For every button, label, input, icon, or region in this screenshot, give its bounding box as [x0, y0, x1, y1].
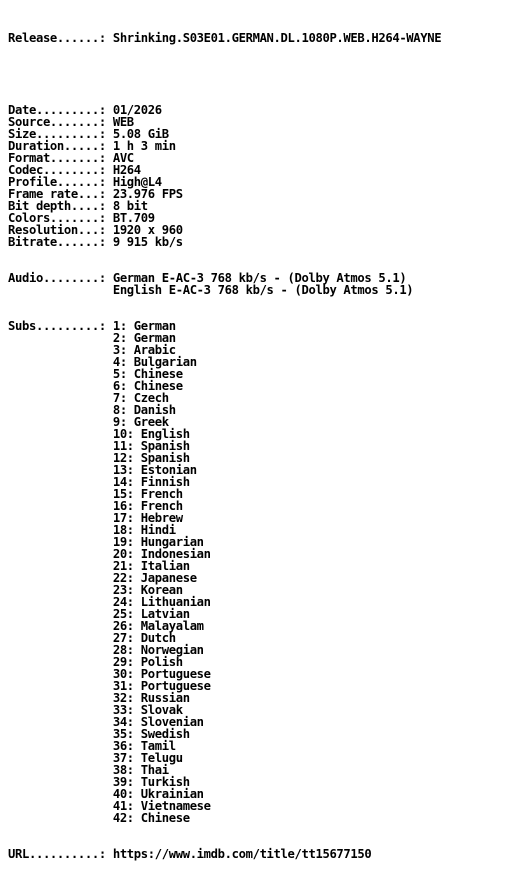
audio-track-row [8, 284, 441, 296]
nfo-text-block [8, 8, 441, 872]
blank-line [8, 68, 441, 80]
subtitle-row-value: 21: Italian [112, 559, 190, 573]
bitrate-row-label: Bitrate......: [8, 235, 113, 249]
size-row-value: 5.08 GiB [112, 127, 169, 141]
subtitle-row-value: 33: Slovak [112, 703, 183, 717]
colors-row-value: BT.709 [112, 211, 155, 225]
bitrate-row-value: 9 915 kb/s [112, 235, 183, 249]
subtitle-row-value: 10: English [112, 427, 190, 441]
resolution-row-label: Resolution...: [8, 223, 113, 237]
subtitle-row-value: 2: German [112, 331, 176, 345]
colors-row-label: Colors.......: [8, 211, 113, 225]
imdb-link[interactable]: https://www.imdb.com/title/tt15677150 [112, 847, 372, 861]
subtitle-row-value: 26: Malayalam [112, 619, 204, 633]
bit-depth-row-label: Bit depth....: [8, 199, 113, 213]
subtitle-row-value: 29: Polish [112, 655, 183, 669]
frame-rate-row-label: Frame rate...: [8, 187, 113, 201]
info-fields [8, 104, 441, 248]
format-row-label: Format.......: [8, 151, 113, 165]
duration-row-label: Duration.....: [8, 139, 113, 153]
subtitle-row-value: 12: Spanish [112, 451, 190, 465]
release-row [8, 32, 441, 44]
subtitle-row-value: 14: Finnish [112, 475, 190, 489]
release-label: Release......: [8, 31, 113, 45]
subtitle-row-value: 25: Latvian [112, 607, 190, 621]
subtitle-row-value: 13: Estonian [112, 463, 197, 477]
duration-row-value: 1 h 3 min [112, 139, 176, 153]
codec-row-value: H264 [112, 163, 141, 177]
subtitle-row-value: 19: Hungarian [112, 535, 204, 549]
subtitle-row-value: 18: Hindi [112, 523, 176, 537]
subtitle-row-value: 4: Bulgarian [112, 355, 197, 369]
audio-track-row-value: English E-AC-3 768 kb/s - (Dolby Atmos 5.1) [112, 283, 414, 297]
subtitle-row-value: 3: Arabic [112, 343, 176, 357]
release-name: Shrinking.S03E01.GERMAN.DL.1080P.WEB.H264-WAYNE [112, 31, 442, 45]
audio-track-row-label [8, 283, 113, 297]
url-row [8, 848, 441, 860]
subtitle-row-value: 42: Chinese [112, 811, 190, 825]
audio-section [8, 272, 441, 296]
date-row-label: Date.........: [8, 103, 113, 117]
subtitle-row-value: 27: Dutch [112, 631, 176, 645]
subtitle-row-value: 40: Ukrainian [112, 787, 204, 801]
subtitle-row-value: 1: German [112, 319, 176, 333]
subtitle-row-value: 20: Indonesian [112, 547, 211, 561]
subtitle-row-value: 35: Swedish [112, 727, 190, 741]
source-row-value: WEB [112, 115, 134, 129]
profile-row-label: Profile......: [8, 175, 113, 189]
profile-row-value: High@L4 [112, 175, 162, 189]
subtitle-row-label [8, 811, 113, 825]
subtitle-row-value: 9: Greek [112, 415, 169, 429]
resolution-row-value: 1920 x 960 [112, 223, 183, 237]
subtitle-row-value: 11: Spanish [112, 439, 190, 453]
subtitle-row [8, 812, 441, 824]
subtitle-row-value: 34: Slovenian [112, 715, 204, 729]
url-label: URL..........: [8, 847, 113, 861]
frame-rate-row-value: 23.976 FPS [112, 187, 183, 201]
date-row-value: 01/2026 [112, 103, 162, 117]
subtitle-row-value: 24: Lithuanian [112, 595, 211, 609]
bitrate-row [8, 236, 441, 248]
codec-row-label: Codec........: [8, 163, 113, 177]
subtitle-row-value: 5: Chinese [112, 367, 183, 381]
bit-depth-row-value: 8 bit [112, 199, 148, 213]
subtitle-row-value: 7: Czech [112, 391, 169, 405]
subtitle-row-value: 41: Vietnamese [112, 799, 211, 813]
subtitle-row-value: 31: Portuguese [112, 679, 211, 693]
subtitle-row-value: 38: Thai [112, 763, 169, 777]
subtitle-row-value: 37: Telugu [112, 751, 183, 765]
subtitle-row-label: Subs.........: [8, 319, 113, 333]
subtitle-row-value: 23: Korean [112, 583, 183, 597]
subtitle-row-value: 28: Norwegian [112, 643, 204, 657]
subtitle-row-value: 36: Tamil [112, 739, 176, 753]
audio-track-row-value: German E-AC-3 768 kb/s - (Dolby Atmos 5.1) [112, 271, 407, 285]
size-row-label: Size.........: [8, 127, 113, 141]
subtitle-row-value: 17: Hebrew [112, 511, 183, 525]
audio-track-row-label: Audio........: [8, 271, 113, 285]
subtitle-row-value: 39: Turkish [112, 775, 190, 789]
subtitle-row-value: 8: Danish [112, 403, 176, 417]
subtitle-row-value: 30: Portuguese [112, 667, 211, 681]
subtitle-row-value: 32: Russian [112, 691, 190, 705]
subs-section [8, 320, 441, 824]
subtitle-row-value: 22: Japanese [112, 571, 197, 585]
subtitle-row-value: 16: French [112, 499, 183, 513]
subtitle-row-value: 6: Chinese [112, 379, 183, 393]
subtitle-row-value: 15: French [112, 487, 183, 501]
source-row-label: Source.......: [8, 115, 113, 129]
format-row-value: AVC [112, 151, 134, 165]
